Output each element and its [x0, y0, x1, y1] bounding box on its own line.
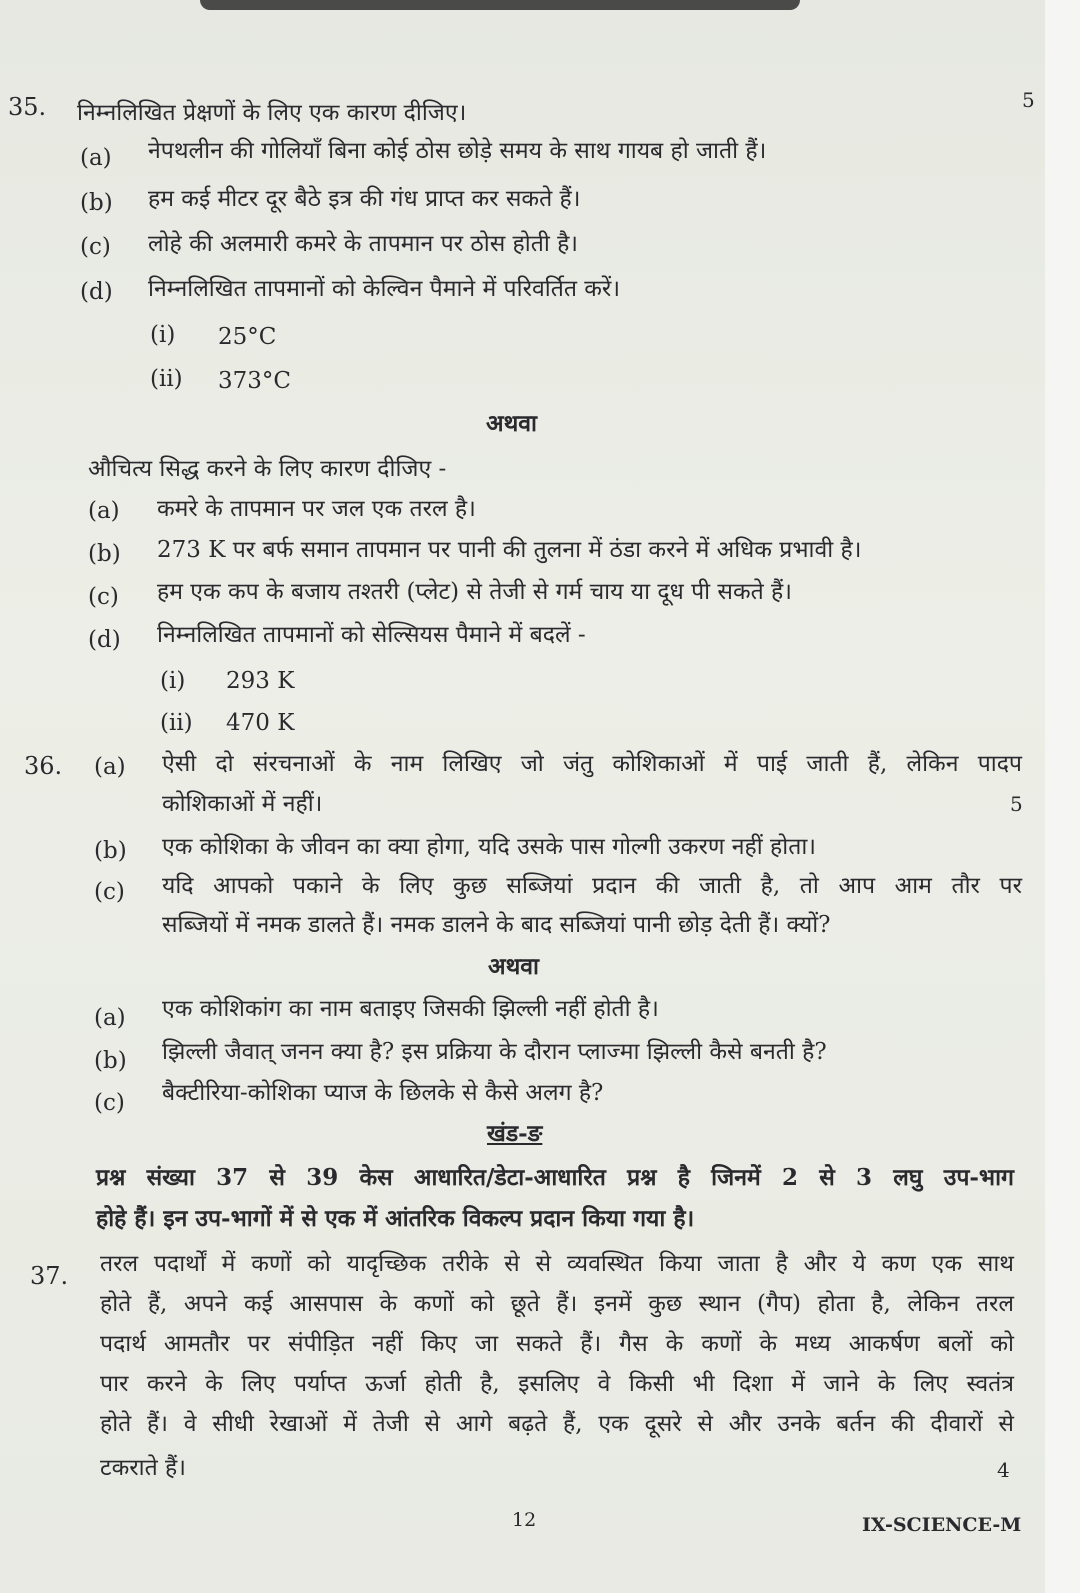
q37-marks: 4	[997, 1458, 1010, 1482]
q35-sub-i-label: (i)	[150, 322, 176, 348]
q35-alt-d-label: (d)	[88, 627, 121, 653]
q35-item-c: लोहे की अलमारी कमरे के तापमान पर ठोस होती है।	[148, 231, 579, 257]
q36-alt-b: झिल्ली जैवात् जनन क्या है? इस प्रक्रिया के दौरान प्लाज्मा झिल्ली कैसे बनती है?	[162, 1039, 827, 1065]
q36-a-line1: ऐसी दो संरचनाओं के नाम लिखिए जो जंतु कोशिकाओं में पाई जाती हैं, लेकिन पादप	[162, 751, 1022, 777]
q35-alt-sub-ii-label: (ii)	[160, 710, 193, 736]
q36-marks: 5	[1010, 792, 1023, 816]
q35-sub-ii: 373°C	[218, 368, 291, 394]
q35-item-c-label: (c)	[80, 234, 111, 260]
q37-line1: तरल पदार्थों में कणों को यादृच्छिक तरीके से से व्यवस्थित किया जाता है और ये कण एक साथ	[100, 1251, 1014, 1277]
section-instruction-line2: होहे हैं। इन उप-भागों में से एक में आंतरिक विकल्प प्रदान किया गया है।	[96, 1205, 695, 1232]
q35-alt-d: निम्नलिखित तापमानों को सेल्सियस पैमाने में बदलें -	[157, 622, 586, 648]
q36-c-line1: यदि आपको पकाने के लिए कुछ सब्जियां प्रदान की जाती है, तो आप आम तौर पर	[162, 873, 1022, 899]
q36-or-separator: अथवा	[488, 953, 540, 980]
page-edge	[1045, 0, 1080, 1593]
q35-item-d-label: (d)	[80, 279, 113, 305]
section-instruction-line1: प्रश्न संख्या 37 से 39 केस आधारित/डेटा-आधारित प्रश्न है जिनमें 2 से 3 लघु उप-भाग	[96, 1164, 1014, 1191]
q35-item-a: नेपथलीन की गोलियाँ बिना कोई ठोस छोड़े समय के साथ गायब हो जाती हैं।	[148, 138, 767, 164]
q36-alt-b-label: (b)	[94, 1048, 127, 1074]
q37-last-line: टकराते हैं।	[100, 1455, 186, 1481]
q36-alt-c-label: (c)	[94, 1090, 125, 1116]
q36-a-label: (a)	[94, 754, 126, 780]
q36-alt-a-label: (a)	[94, 1005, 126, 1031]
q35-alt-c: हम एक कप के बजाय तश्तरी (प्लेट) से तेजी से गर्म चाय या दूध पी सकते हैं।	[157, 579, 792, 605]
q36-b-label: (b)	[94, 838, 127, 864]
q36-c-label: (c)	[94, 879, 125, 905]
section-title: खंड-ङ	[487, 1120, 543, 1147]
q37-line3: पदार्थ आमतौर पर संपीड़ित नहीं किए जा सकते हैं। गैस के कणों के मध्य आकर्षण बलों को	[100, 1331, 1014, 1357]
q37-number: 37.	[30, 1262, 69, 1290]
q35-item-b: हम कई मीटर दूर बैठे इत्र की गंध प्राप्त कर सकते हैं।	[148, 186, 581, 212]
q36-alt-c: बैक्टीरिया-कोशिका प्याज के छिलके से कैसे अलग है?	[162, 1080, 604, 1106]
q36-a-line2: कोशिकाओं में नहीं।	[162, 791, 323, 817]
q35-alt-a: कमरे के तापमान पर जल एक तरल है।	[157, 496, 476, 522]
q37-line5: होते हैं। वे सीधी रेखाओं में तेजी से आगे बढ़ते हैं, एक दूसरे से और उनके बर्तन की दीवारों से	[100, 1411, 1014, 1437]
q36-c-line2: सब्जियों में नमक डालते हैं। नमक डालने के बाद सब्जियां पानी छोड़ देती हैं। क्यों?	[162, 912, 831, 938]
q35-item-a-label: (a)	[80, 145, 112, 171]
q35-alt-b: 273 K पर बर्फ समान तापमान पर पानी की तुलना में ठंडा करने में अधिक प्रभावी है।	[157, 537, 862, 563]
q35-or-separator: अथवा	[486, 410, 538, 437]
q36-alt-a: एक कोशिकांग का नाम बताइए जिसकी झिल्ली नहीं होती है।	[162, 996, 659, 1022]
q35-marks: 5	[1022, 88, 1035, 112]
q35-sub-ii-label: (ii)	[150, 366, 183, 392]
q35-alt-sub-ii: 470 K	[226, 710, 295, 736]
q35-alt-c-label: (c)	[88, 584, 119, 610]
q35-alt-a-label: (a)	[88, 498, 120, 524]
q36-b: एक कोशिका के जीवन का क्या होगा, यदि उसके पास गोल्गी उकरण नहीं होता।	[162, 834, 816, 860]
q35-number: 35.	[8, 93, 47, 121]
page-number: 12	[512, 1509, 537, 1531]
q35-alt-sub-i-label: (i)	[160, 668, 186, 694]
q35-alt-b-label: (b)	[88, 541, 121, 567]
q35-prompt: निम्नलिखित प्रेक्षणों के लिए एक कारण दीजिए।	[77, 100, 467, 126]
q35-item-b-label: (b)	[80, 190, 113, 216]
q35-sub-i: 25°C	[218, 324, 277, 350]
q36-number: 36.	[24, 752, 63, 780]
q35-alt-prompt: औचित्य सिद्ध करने के लिए कारण दीजिए -	[88, 456, 447, 482]
q37-line2: होते हैं, अपने कई आसपास के कणों को छूते हैं। इनमें कुछ स्थान (गैप) होता है, लेकिन तरल	[100, 1291, 1014, 1317]
q35-item-d: निम्नलिखित तापमानों को केल्विन पैमाने में परिवर्तित करें।	[148, 276, 621, 302]
q37-line4: पार करने के लिए पर्याप्त ऊर्जा होती है, इसलिए वे किसी भी दिशा में जाने के लिए स्वतंत्र	[100, 1371, 1014, 1397]
paper-code: IX-SCIENCE-M	[862, 1514, 1022, 1536]
q35-alt-sub-i: 293 K	[226, 668, 295, 694]
top-shadow	[200, 0, 800, 10]
